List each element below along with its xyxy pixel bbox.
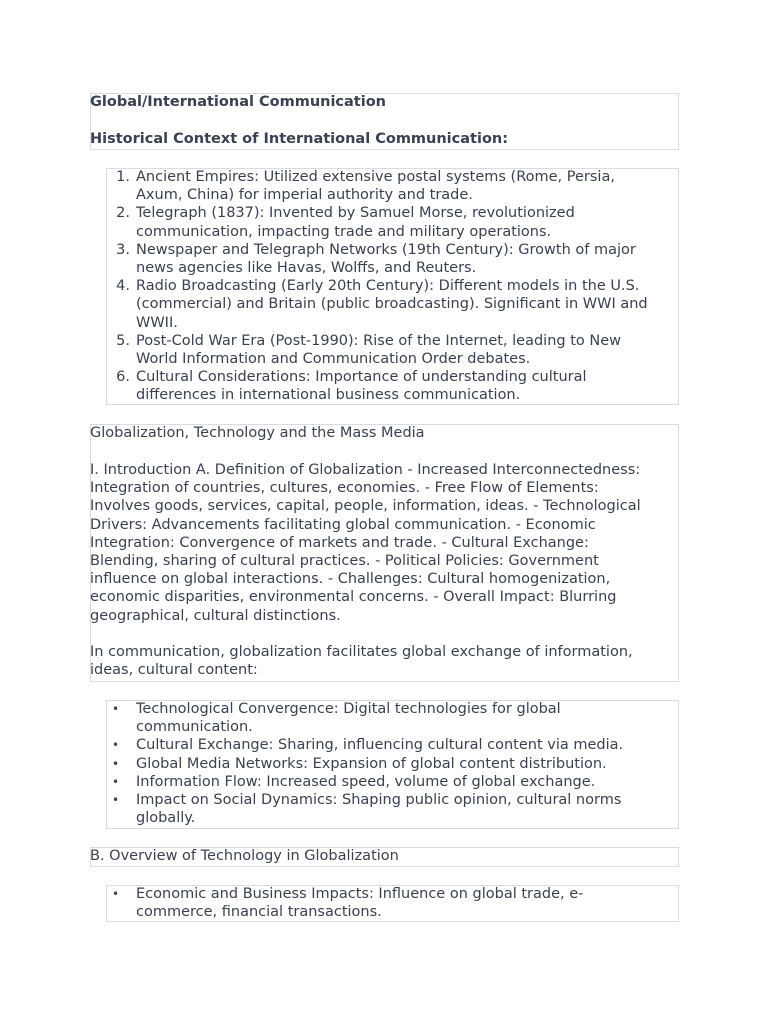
list-item — [106, 885, 672, 921]
communication-list — [106, 700, 672, 827]
globalization-intro-paragraph: I. Introduction A. Definition of Globalization - Increased Interconnectedness: Integration of countries, cultures, economies. - Free Flow of Elements: Involves goods, services, capital, people, information, ideas. - Technological Drivers: Advancements facilitating global communication. - Economic Integration: Convergence of markets and trade. - Cultural Exchange: Blending, sharing of cultural practices. - Political Policies: Government influence on global interactions. - Challenges: Cultural homogenization, economic disparities, environmental concerns. - Overall Impact: Blurring geographical, cultural distinctions. — [90, 462, 641, 624]
list-number: 5. — [116, 332, 130, 349]
section-heading-globalization: Globalization, Technology and the Mass Media — [90, 425, 425, 441]
list-item-text: Radio Broadcasting (Early 20th Century): Different models in the U.S. (commercial) and Britain (public broadcasting). Significant in WWI and WWII. — [136, 278, 648, 331]
bullet-icon: • — [112, 738, 120, 753]
list-item-text: Post-Cold War Era (Post-1990): Rise of the Internet, leading to New World Information and Communication Order debates. — [136, 332, 622, 368]
list-item-text: Global Media Networks: Expansion of global content distribution. — [136, 755, 607, 772]
list-item — [106, 736, 672, 754]
bullet-icon: • — [112, 887, 120, 901]
document-title: Global/International Communication — [90, 94, 386, 110]
bullet-icon: • — [112, 793, 120, 808]
list-item-text: Cultural Exchange: Sharing, influencing cultural content via media. — [136, 737, 624, 754]
bullet-icon: • — [112, 774, 120, 789]
list-item-text: Information Flow: Increased speed, volume of global exchange. — [136, 773, 596, 790]
section-heading-overview: B. Overview of Technology in Globalization — [90, 848, 399, 864]
communication-paragraph: In communication, globalization facilitates global exchange of information, ideas, cultural content: — [90, 644, 633, 679]
list-item — [106, 241, 672, 277]
list-item — [106, 755, 672, 773]
list-item-text: Newspaper and Telegraph Networks (19th Century): Growth of major news agencies like Havas, Wolffs, and Reuters. — [136, 241, 636, 277]
list-number: 6. — [116, 369, 130, 386]
list-number: 1. — [116, 169, 130, 185]
list-item-text: Telegraph (1837): Invented by Samuel Morse, revolutionized communication, impacting trade and military operations. — [136, 205, 575, 240]
list-item-text: Ancient Empires: Utilized extensive postal systems (Rome, Persia, Axum, China) for imperial authority and trade. — [136, 169, 615, 204]
list-item — [106, 204, 672, 240]
list-number: 3. — [116, 241, 130, 258]
list-item — [106, 791, 672, 827]
economic-list — [106, 885, 672, 921]
list-item — [106, 168, 672, 204]
list-number: 2. — [116, 205, 130, 222]
list-item-text: Impact on Social Dynamics: Shaping public opinion, cultural norms globally. — [136, 792, 622, 827]
list-item-text: Cultural Considerations: Importance of understanding cultural differences in international business communication. — [136, 369, 587, 404]
list-item — [106, 332, 672, 368]
list-item — [106, 773, 672, 791]
bullet-icon: • — [112, 756, 120, 771]
list-item — [106, 277, 672, 332]
list-item — [106, 368, 672, 404]
list-number: 4. — [116, 278, 130, 295]
list-item-text: Technological Convergence: Digital technologies for global communication. — [136, 701, 561, 736]
bullet-icon: • — [112, 702, 120, 716]
history-list — [106, 168, 672, 405]
section-heading-history: Historical Context of International Communication: — [90, 131, 509, 147]
list-item — [106, 700, 672, 736]
list-item-text: Economic and Business Impacts: Influence on global trade, e- commerce, financial transactions. — [136, 886, 584, 921]
